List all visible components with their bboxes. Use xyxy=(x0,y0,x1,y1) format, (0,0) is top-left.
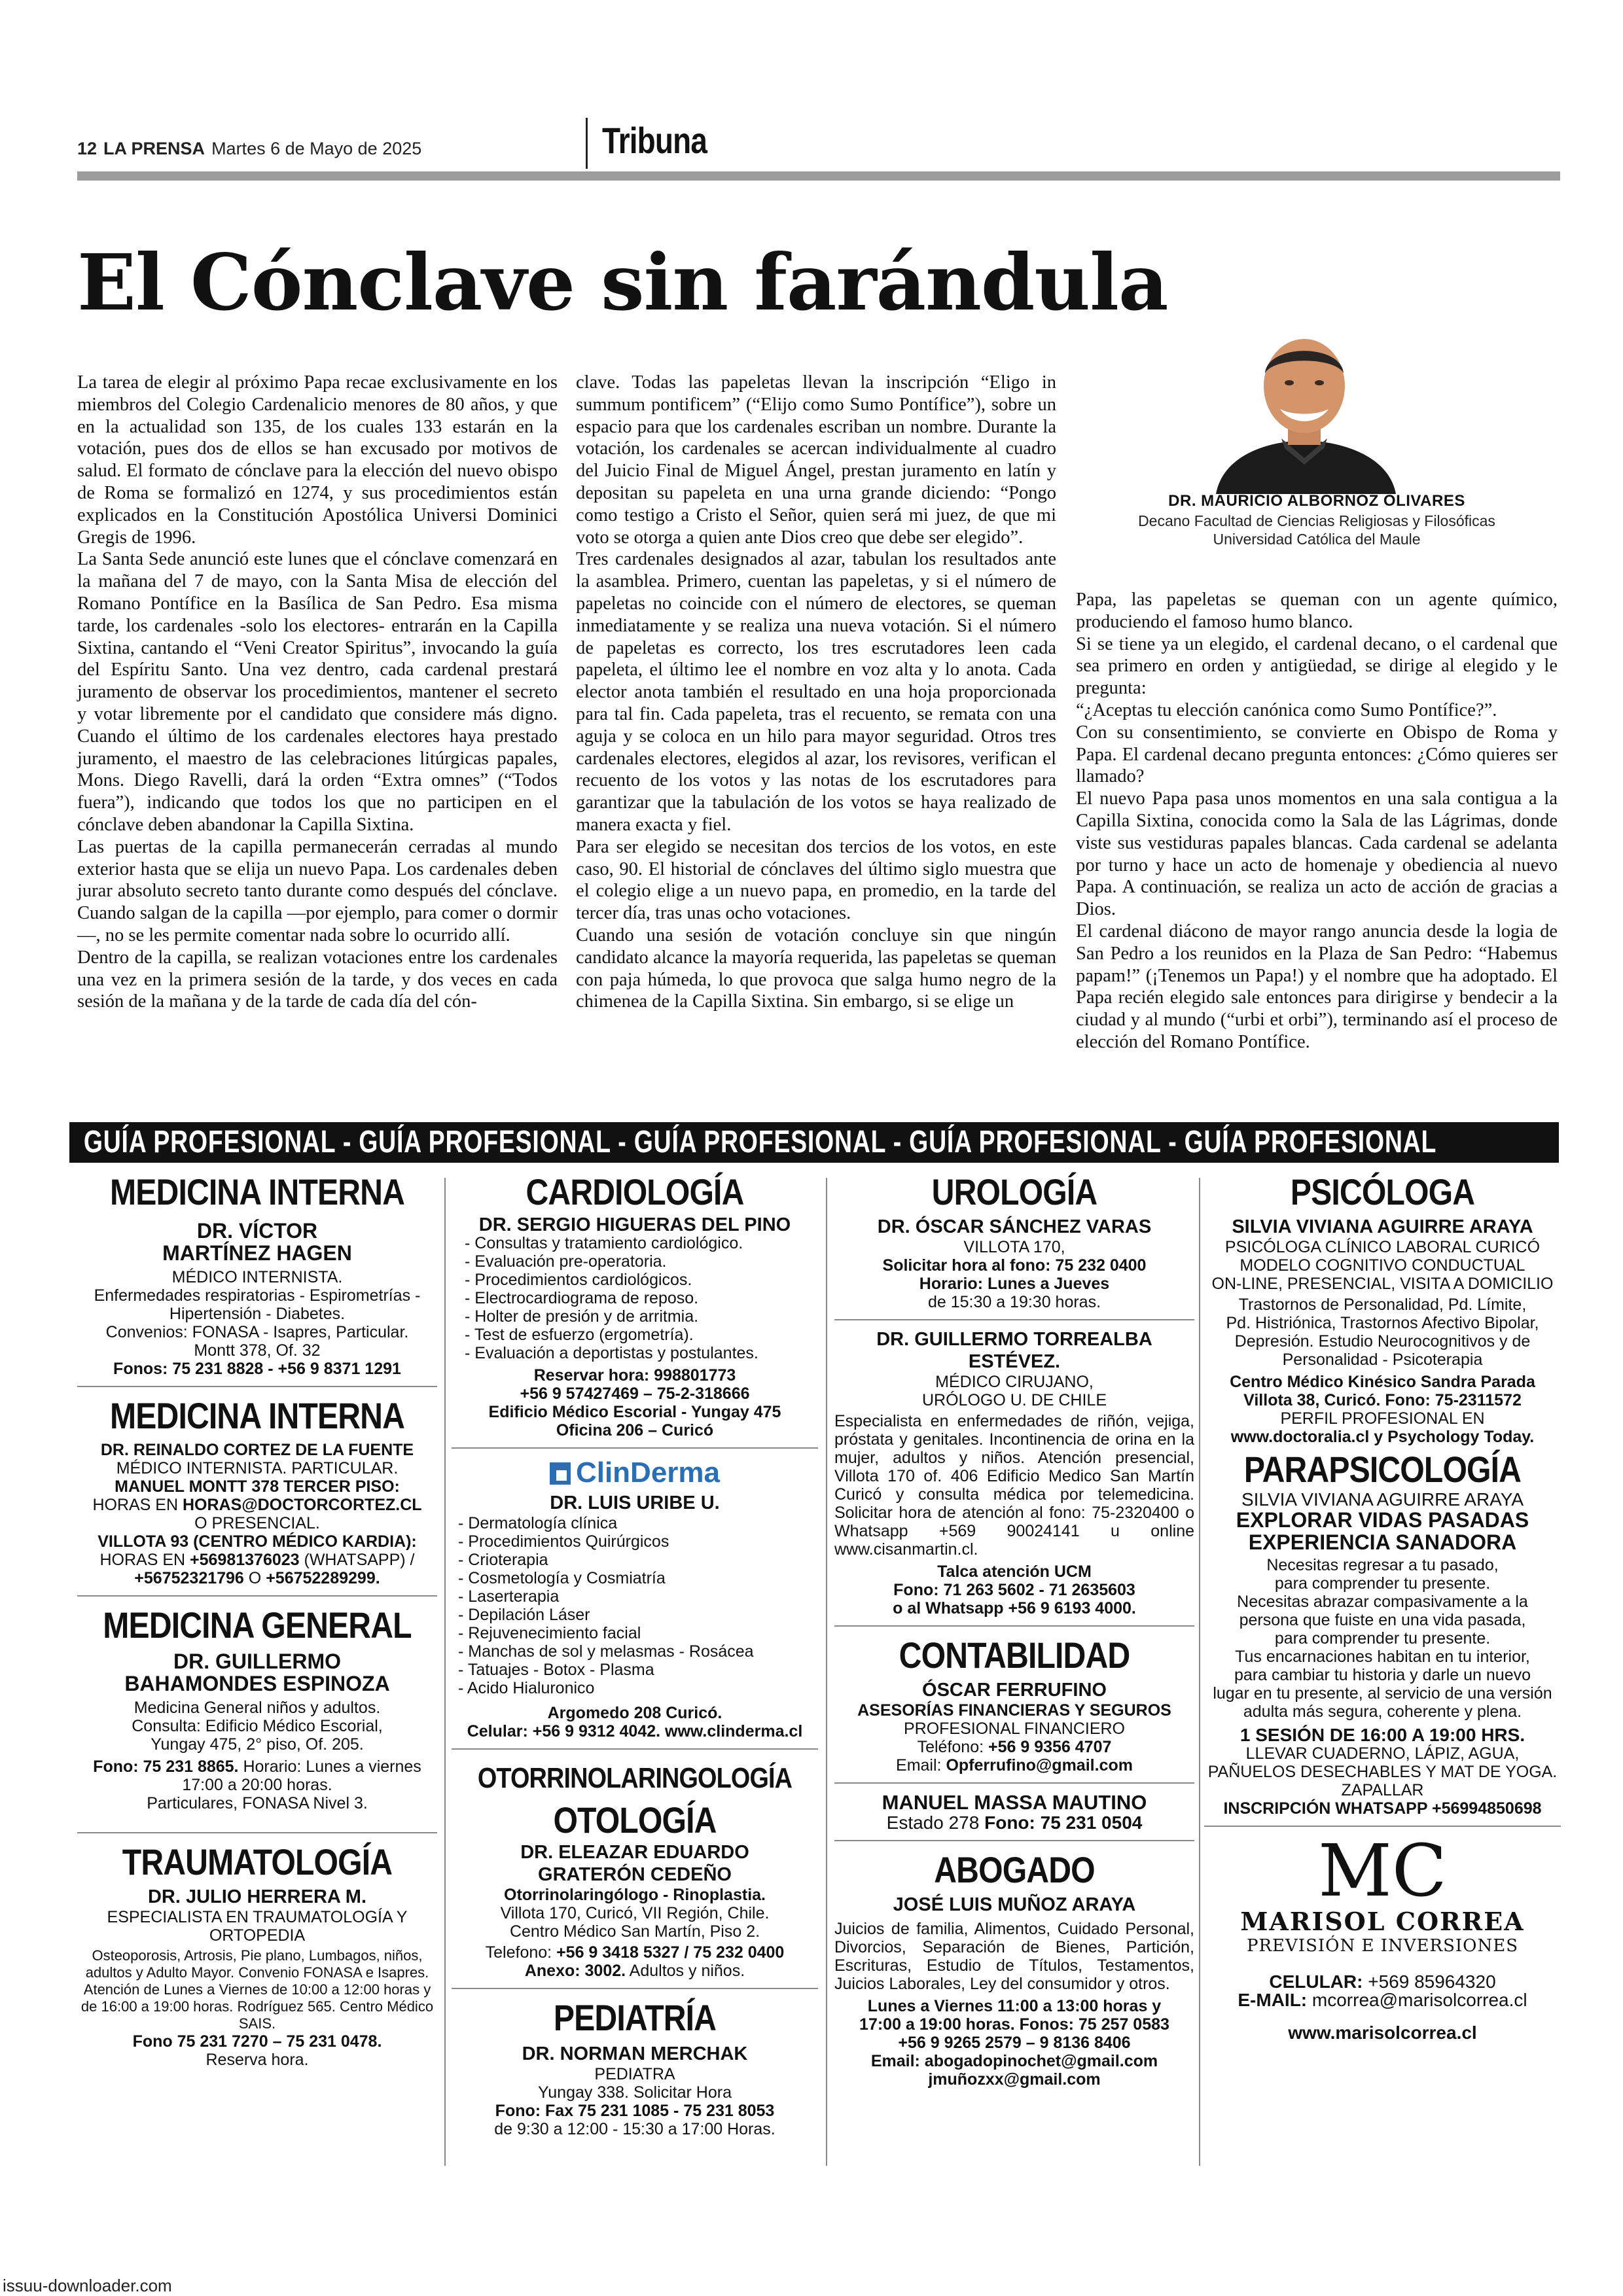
ad-name: MANUEL MASSA MAUTINO xyxy=(882,1791,1147,1814)
ad-cardiologia xyxy=(452,1171,818,1439)
ad-line: Otorrinolaringólogo - Rinoplastia. xyxy=(504,1886,766,1904)
ad-line: Medicina General niños y adultos. xyxy=(134,1699,381,1717)
ad-title: MEDICINA GENERAL xyxy=(103,1604,412,1646)
ad-item: - Procedimientos cardiológicos. xyxy=(465,1271,692,1289)
ad-line: MODELO COGNITIVO CONDUCTUAL xyxy=(1240,1256,1525,1275)
issue-date: Martes 6 de Mayo de 2025 xyxy=(211,139,422,158)
author-role: Decano Facultad de Ciencias Religiosas y Filosóficas xyxy=(1138,512,1495,529)
ad-divider xyxy=(77,1595,437,1597)
ad-line: Reserva hora. xyxy=(205,2051,309,2069)
ad-text: E-MAIL: xyxy=(1238,1990,1312,2010)
guide-column-4 xyxy=(1204,1171,1561,2169)
ad-line: Edificio Médico Escorial - Yungay 475 xyxy=(488,1403,781,1421)
article-column-2 xyxy=(576,372,1056,1013)
ad-line: para comprender tu presente. xyxy=(1274,1574,1491,1593)
ad-item: - Dermatología clínica xyxy=(458,1514,618,1532)
article-paragraph: Para ser elegido se necesitan dos tercios de los votos, en este caso, 90. El historial de cónclaves del último siglo muestra que el colegio elige a un nuevo papa, en promedio, en la tarde del tercer día, tras unas ocho votaciones. xyxy=(576,836,1056,924)
ad-line: Hipertensión - Diabetes. xyxy=(169,1305,346,1323)
ad-line: Pd. Histriónica, Trastornos Afectivo Bipolar, xyxy=(1226,1314,1539,1332)
ad-item: - Test de esfuerzo (ergometría). xyxy=(465,1326,694,1344)
ad-line xyxy=(1204,1973,1561,1991)
mc-brand-subtitle: PREVISIÓN E INVERSIONES xyxy=(1246,1936,1519,1956)
guide-banner xyxy=(69,1122,1559,1163)
ad-line: MÉDICO INTERNISTA. xyxy=(171,1268,343,1286)
article-paragraph: Si se tiene ya un elegido, el cardenal decano, o el cardenal que sea primero en orden y antigüedad, se dirige al elegido y le pregunta: xyxy=(1076,633,1558,699)
ad-email[interactable]: Opferrufino@gmail.com xyxy=(946,1756,1133,1775)
ad-phone: Villota 38, Curicó. Fono: 75-2311572 xyxy=(1243,1391,1522,1409)
column-divider xyxy=(1199,1178,1200,2166)
ad-text: Email: xyxy=(896,1756,946,1775)
ad-title: PARAPSICOLOGÍA xyxy=(1243,1449,1522,1490)
ad-email[interactable]: Email: abogadopinochet@gmail.com xyxy=(870,2052,1158,2070)
ad-phone: INSCRIPCIÓN WHATSAPP +56994850698 xyxy=(1223,1799,1542,1818)
column-divider xyxy=(444,1178,446,2166)
ad-line: adulta más segura, coherente y plena. xyxy=(1243,1703,1522,1721)
ad-name: DR. GUILLERMO xyxy=(173,1650,341,1673)
ad-title: CONTABILIDAD xyxy=(899,1634,1130,1676)
ad-line: Talca atención UCM xyxy=(937,1563,1092,1581)
ad-title: TRAUMATOLOGÍA xyxy=(122,1841,393,1882)
ad-line: Horario: Lunes a Jueves xyxy=(919,1275,1110,1293)
ad-line: lugar en tu presente, al servicio de una versión xyxy=(1213,1684,1552,1703)
author-photo xyxy=(1203,317,1406,494)
ad-title: OTORRINOLARINGOLOGÍA xyxy=(477,1762,793,1794)
ad-link[interactable]: www.doctoralia.cl y Psychology Today. xyxy=(1230,1428,1535,1446)
ad-line: Reservar hora: 998801773 xyxy=(533,1366,736,1385)
ad-line xyxy=(452,1962,818,1980)
ad-line: persona que fuiste en una vida pasada, xyxy=(1239,1611,1526,1629)
ad-email[interactable]: HORAS@DOCTORCORTEZ.CL xyxy=(182,1496,422,1514)
ad-item: - Acido Hialuronico xyxy=(458,1679,595,1697)
article-paragraph: La tarea de elegir al próximo Papa recae exclusivamente en los miembros del Colegio Cardenalicio menores de 80 años, y que en la actualidad son 135, de los cuales 133 estarán en la votación, pues dos de ellos se han excusado por motivos de salud. El formato de cónclave para la elección del nuevo obispo de Roma se formalizó en 1274, y sus procedimientos están explicados en la Constitución Apostólica Universi Dominici Gregis de 1996. xyxy=(77,372,558,548)
article-paragraph: clave. Todas las papeletas llevan la inscripción “Eligo in summum pontificem” (“Elijo como Sumo Pontífice”), sobre un espacio para que los cardenales escriban un nombre. Durante la votación, los cardenales se acercan individualmente al cuadro del Juicio Final de Miguel Ángel, prestan juramento en latín y depositan su papeleta en una urna grande diciendo: “Pongo como testigo a Cristo el Señor, quien será mi juez, de que mi voto se otorga a quien ante Dios creo que debe ser elegido”. xyxy=(576,372,1056,548)
ad-line xyxy=(1204,1991,1561,2009)
article-paragraph: Tres cardenales designados al azar, tabulan los resultados ante la asamblea. Primero, cuentan las papeletas, y si el número de papeletas no coincide con el número de electores, se queman inmediatamente y se realiza una nueva votación. Si el número de papeletas es correcto, los tres escrutadores leen cada papeleta, el último lee el nombre en voz alta y lo anota. Cada elector anota también el resultado en una hoja proporcionada para tal fin. Cada papeleta, tras el recuento, se remata con una aguja y se coloca en un hilo para mayor seguridad. Otros tres cardenales electores, elegidos al azar, los revisores, verifican el recuento de los votos y las notas de los escrutadores para garantizar que la tabulación de los votos se haya realizado de manera exacta y fiel. xyxy=(576,549,1056,835)
ad-line: de 15:30 a 19:30 horas. xyxy=(927,1293,1101,1311)
ad-line: Argomedo 208 Curicó. xyxy=(547,1704,722,1722)
ad-line: PSICÓLOGA CLÍNICO LABORAL CURICÓ xyxy=(1224,1238,1541,1256)
article-paragraph: El cardenal diácono de mayor rango anuncia desde la logia de San Pedro a los reunidos en la Plaza de San Pedro: “Habemus papam!” (¡Tenemos un Papa!) y el nombre que ha adoptado. El Papa recién elegido sale entonces para dirigirse y bendecir a la ciudad y al mundo (“urbi et orbi”), terminando así el proceso de elección del Romano Pontífice. xyxy=(1076,921,1558,1052)
ad-title: MEDICINA INTERNA xyxy=(110,1171,404,1212)
ad-line: PERFIL PROFESIONAL EN xyxy=(1280,1409,1485,1428)
ad-name: GRATERÓN CEDEÑO xyxy=(538,1864,732,1885)
ad-divider xyxy=(834,1782,1194,1784)
guide-column-2 xyxy=(452,1171,818,2169)
ad-item: - Consultas y tratamiento cardiológico. xyxy=(465,1234,743,1252)
author-name: DR. MAURICIO ALBORNOZ OLIVARES xyxy=(1168,492,1465,510)
ad-medicina-interna-1 xyxy=(77,1171,437,1378)
ad-phone: Fono: 75 231 8865. xyxy=(93,1757,239,1776)
ad-text: Horario: Lunes a viernes xyxy=(238,1757,421,1776)
ad-name: MARTÍNEZ HAGEN xyxy=(162,1241,352,1265)
ad-phone: +56 9 57427469 – 75-2-318666 xyxy=(520,1385,750,1403)
ad-name: DR. REINALDO CORTEZ DE LA FUENTE xyxy=(100,1441,414,1459)
mc-brand-name: MARISOL CORREA xyxy=(1240,1907,1525,1936)
article-headline: El Cónclave sin farándula xyxy=(77,237,1168,328)
ad-pediatria xyxy=(452,1997,818,2138)
ad-medicina-general xyxy=(77,1604,437,1812)
ad-psicologa xyxy=(1204,1171,1561,1446)
article-paragraph: Las puertas de la capilla permanecerán cerradas al mundo exterior hasta que se elija un nuevo Papa. Los cardenales deben jurar absoluto secreto tanto durante como después del cónclave. Cuando salgan de la capilla —por ejemplo, para comer o dormir—, no se les permite comentar nada sobre lo ocurrido allí. xyxy=(77,836,558,945)
ad-line: Villota 170, Curicó, VII Región, Chile. xyxy=(500,1904,770,1922)
ad-item: - Electrocardiograma de reposo. xyxy=(465,1289,699,1307)
page-number: 12 xyxy=(77,139,98,158)
ad-phone: +56981376023 xyxy=(190,1551,300,1569)
ad-list xyxy=(452,1234,818,1362)
footer-watermark: issuu-downloader.com xyxy=(3,2276,172,2295)
ad-phone: +56 9 9265 2579 – 9 8136 8406 xyxy=(898,2034,1131,2052)
ad-phone: o al Whatsapp +56 9 6193 4000. xyxy=(893,1599,1136,1617)
ad-line: Oficina 206 – Curicó xyxy=(556,1421,714,1439)
ad-line: Particulares, FONASA Nivel 3. xyxy=(147,1794,368,1812)
ad-contabilidad xyxy=(834,1634,1194,1775)
ad-divider xyxy=(1204,1826,1561,1827)
article-paragraph: Papa, las papeletas se queman con un agente químico, produciendo el famoso humo blanco. xyxy=(1076,590,1558,632)
ad-text: Anexo: 3002. xyxy=(524,1962,626,1980)
ad-line: Centro Médico Kinésico Sandra Parada xyxy=(1230,1373,1535,1391)
paper-name: LA PRENSA xyxy=(103,139,205,158)
article-paragraph: Cuando una sesión de votación concluye sin que ningún candidato alcance la mayoría requerida, las papeletas se queman con paja húmeda, lo que provoca que salga humo negro de la chimenea de la Capilla Sixtina. Sin embargo, si se elige un xyxy=(576,925,1056,1012)
ad-item: - Tatuajes - Botox - Plasma xyxy=(458,1661,654,1679)
ad-text: Teléfono: xyxy=(917,1738,989,1756)
ad-line: ON-LINE, PRESENCIAL, VISITA A DOMICILIO xyxy=(1211,1275,1554,1293)
ad-phone: Fono: 75 231 0504 xyxy=(984,1812,1143,1833)
author-university: Universidad Católica del Maule xyxy=(1213,531,1421,548)
ad-marisol-correa xyxy=(1204,1829,1561,2043)
ad-line: de 9:30 a 12:00 - 15:30 a 17:00 Horas. xyxy=(494,2120,776,2138)
ad-line: 17:00 a 20:00 horas. xyxy=(182,1776,332,1794)
ad-line: ESPECIALISTA EN TRAUMATOLOGÍA Y xyxy=(107,1908,408,1926)
ad-item: - Crioterapia xyxy=(458,1551,548,1569)
ad-phone: +56752321796 xyxy=(134,1569,244,1587)
ad-title: OTOLOGÍA xyxy=(553,1799,717,1841)
ad-line: Centro Médico San Martín, Piso 2. xyxy=(509,1922,760,1941)
ad-title: MEDICINA INTERNA xyxy=(110,1395,404,1436)
mc-monogram-logo: MC xyxy=(1318,1829,1447,1913)
ad-body: Juicios de familia, Alimentos, Cuidado Personal, Divorcios, Separación de Bienes, Partición, Escrituras, Estudio de Títulos, Testamentos, Juicios Laborales, Ley del consumidor y otros. xyxy=(834,1920,1194,1993)
article-paragraph: El nuevo Papa pasa unos momentos en una sala contigua a la Capilla Sixtina, conocida como la Sala de las Lágrimas, donde viste sus vestiduras papales blancas. Cada cardenal se adelanta por turno y hace un acto de homenaje y obediencia al nuevo Papa. A continuación, se realiza un acto de acción de gracias a Dios. xyxy=(1076,788,1558,920)
ad-line: Atención de Lunes a Viernes de 10:00 a 12:00 horas y de 16:00 a 19:00 horas. Rodríguez 565. Centro Médico SAIS. xyxy=(80,1981,434,2032)
ad-name: DR. VÍCTOR xyxy=(196,1219,318,1243)
ad-phone: 17:00 a 19:00 horas. Fonos: 75 257 0583 xyxy=(859,2015,1169,2034)
page-header xyxy=(77,139,421,159)
author-affiliation xyxy=(1076,512,1558,548)
ad-item: - Manchas de sol y melasmas - Rosácea xyxy=(458,1642,754,1661)
ad-subtitle: EXPERIENCIA SANADORA xyxy=(1248,1530,1517,1554)
ad-urologo-torrealba xyxy=(834,1328,1194,1617)
ad-divider xyxy=(452,1447,818,1449)
ad-massa xyxy=(834,1792,1194,1832)
ad-line: Lunes a Viernes 11:00 a 13:00 horas y xyxy=(867,1997,1162,2015)
ad-phone: Fono 75 231 7270 – 75 231 0478. xyxy=(132,2032,382,2051)
header-divider xyxy=(586,118,588,169)
ad-line: Necesitas abrazar compasivamente a la xyxy=(1237,1593,1528,1611)
column-divider xyxy=(826,1178,827,2166)
guide-column-1 xyxy=(77,1171,437,2169)
ad-phone: +56 9 9356 4707 xyxy=(988,1738,1112,1756)
ad-email[interactable]: mcorrea@marisolcorrea.cl xyxy=(1311,1990,1527,2010)
ad-text: Estado 278 xyxy=(886,1812,985,1833)
ad-line xyxy=(834,1738,1194,1756)
article-column-1 xyxy=(77,372,558,1013)
ad-parapsicologia xyxy=(1204,1449,1561,1818)
ad-divider xyxy=(834,1625,1194,1627)
ad-line: PAÑUELOS DESECHABLES Y MAT DE YOGA. xyxy=(1207,1763,1558,1781)
ad-phone: Solicitar hora al fono: 75 232 0400 xyxy=(882,1256,1147,1275)
ad-urologia xyxy=(834,1171,1194,1311)
ad-phone: +569 85964320 xyxy=(1368,1971,1496,1992)
ad-line: para comprender tu presente. xyxy=(1274,1629,1491,1648)
ad-line: O PRESENCIAL. xyxy=(194,1514,320,1532)
guide-banner-text: GUÍA PROFESIONAL - GUÍA PROFESIONAL - GUÍA PROFESIONAL - GUÍA PROFESIONAL - GUÍA PROFESIONAL xyxy=(83,1125,1437,1159)
ad-item: - Cosmetología y Cosmiatría xyxy=(458,1569,666,1587)
ad-title: UROLOGÍA xyxy=(931,1171,1097,1212)
ad-link[interactable]: www.marisolcorrea.cl xyxy=(1288,2022,1477,2043)
clinderma-logo xyxy=(452,1457,818,1489)
ad-line: ASESORÍAS FINANCIERAS Y SEGUROS xyxy=(857,1701,1171,1720)
ad-line: Yungay 475, 2° piso, Of. 205. xyxy=(151,1735,364,1754)
ad-name: DR. JULIO HERRERA M. xyxy=(147,1886,367,1907)
section-title: Tribuna xyxy=(602,120,707,161)
ad-phone: +56 9 3418 5327 / 75 232 0400 xyxy=(556,1943,785,1962)
ad-medicina-interna-2 xyxy=(77,1395,437,1587)
guide-column-3 xyxy=(834,1171,1194,2169)
ad-title: PSICÓLOGA xyxy=(1290,1171,1475,1212)
ad-line: ORTOPEDIA xyxy=(209,1926,306,1945)
ad-name: BAHAMONDES ESPINOZA xyxy=(124,1672,390,1695)
ad-text: HORAS EN xyxy=(99,1551,190,1569)
ad-text: Adultos y niños. xyxy=(626,1962,745,1980)
ad-name: DR. SERGIO HIGUERAS DEL PINO xyxy=(478,1214,791,1235)
ad-text: O xyxy=(243,1569,266,1587)
ad-abogado xyxy=(834,1849,1194,2089)
ad-line xyxy=(452,1943,818,1962)
ad-name: ÓSCAR FERRUFINO xyxy=(922,1680,1107,1701)
ad-line: MÉDICO CIRUJANO, xyxy=(935,1373,1094,1391)
ad-line xyxy=(834,1756,1194,1775)
ad-list xyxy=(452,1514,818,1697)
ad-line xyxy=(77,1551,437,1569)
article-paragraph: Dentro de la capilla, se realizan votaciones entre los cardenales una vez en la primera sesión de la tarde, y dos veces en cada sesión de la mañana y de la tarde de cada día del cón- xyxy=(77,947,558,1012)
ad-item: - Evaluación pre-operatoria. xyxy=(465,1252,667,1271)
article-column-3 xyxy=(1076,589,1558,1053)
ad-title: CARDIOLOGÍA xyxy=(526,1171,744,1212)
article-paragraph: Con su consentimiento, se convierte en Obispo de Roma y Papa. El cardenal decano pregunta entonces: ¿Cómo quieres ser llamado? xyxy=(1076,722,1558,787)
ad-divider xyxy=(834,1840,1194,1841)
ad-line: Consulta: Edificio Médico Escorial, xyxy=(132,1717,383,1735)
ad-name: DR. GUILLERMO TORREALBA xyxy=(876,1329,1152,1350)
article-paragraph: La Santa Sede anunció este lunes que el cónclave comenzará en la mañana del 7 de mayo, con la Santa Misa de elección del Romano Pontífice en la Basílica de San Pedro. Esa misma tarde, los cardenales -solo los electores- entrarán en la Capilla Sixtina, cantando el “Veni Creator Spiritus”, invocando la guía del Espíritu Santo. Una vez dentro, cada cardenal prestará juramento de observar los procedimientos, mantener el secreto y votar libremente por el candidato que considere más digno. Cuando el último de los cardenales electores haya prestado juramento, el maestro de las celebraciones litúrgicas papales, Mons. Diego Ravelli, dará la orden “Extra omnes” (“Todos fuera”), indicando que todos los que no participen en el cónclave deben abandonar la Capilla Sixtina. xyxy=(77,549,558,835)
ad-text: HORAS EN xyxy=(92,1496,183,1514)
ad-line xyxy=(77,1757,437,1776)
ad-name: DR. LUIS URIBE U. xyxy=(550,1492,720,1513)
ad-name: JOSÉ LUIS MUÑOZ ARAYA xyxy=(893,1894,1136,1915)
ad-divider xyxy=(77,1832,437,1833)
ad-line: Depresión. Estudio Neurocognitivos y de xyxy=(1234,1332,1531,1351)
ad-line xyxy=(77,1569,437,1587)
ad-line: Trastornos de Personalidad, Pd. Límite, xyxy=(1238,1296,1527,1314)
ad-clinderma xyxy=(452,1457,818,1740)
ad-divider xyxy=(834,1319,1194,1320)
ad-line xyxy=(77,1496,437,1514)
ad-name: DR. NORMAN MERCHAK xyxy=(522,2043,748,2064)
ad-text: CELULAR: xyxy=(1269,1971,1368,1992)
clinderma-logo-text: ClinDerma xyxy=(575,1457,721,1489)
ad-name: DR. ELEAZAR EDUARDO xyxy=(520,1842,749,1863)
ad-line: URÓLOGO U. DE CHILE xyxy=(922,1391,1107,1409)
ad-line: Necesitas regresar a tu pasado, xyxy=(1266,1556,1499,1574)
ad-line: ZAPALLAR xyxy=(1341,1781,1424,1799)
ad-line: VILLOTA 170, xyxy=(963,1238,1065,1256)
ad-traumatologia xyxy=(77,1841,437,2069)
ad-line: Montt 378, Of. 32 xyxy=(194,1341,321,1360)
ad-line xyxy=(834,1814,1194,1832)
ad-line: Yungay 338. Solicitar Hora xyxy=(537,2083,732,2102)
ad-otorrino xyxy=(452,1757,818,1980)
ad-text: (WHATSAPP) / xyxy=(299,1551,415,1569)
ad-line: LLEVAR CUADERNO, LÁPIZ, AGUA, xyxy=(1245,1744,1520,1763)
ad-phone: Fonos: 75 231 8828 - +56 9 8371 1291 xyxy=(113,1360,401,1378)
ad-divider xyxy=(452,1988,818,1989)
ad-subtitle: EXPLORAR VIDAS PASADAS xyxy=(1236,1508,1529,1532)
ad-name: DR. ÓSCAR SÁNCHEZ VARAS xyxy=(877,1216,1152,1237)
ad-item: - Holter de presión y de arritmia. xyxy=(465,1307,699,1326)
ad-item: - Depilación Láser xyxy=(458,1606,590,1624)
ad-email[interactable]: jmuñozxx@gmail.com xyxy=(928,2070,1101,2089)
ad-phone: Celular: +56 9 9312 4042. www.clinderma.cl xyxy=(467,1722,803,1740)
ad-title: PEDIATRÍA xyxy=(553,1997,717,2038)
ad-body: Especialista en enfermedades de riñón, vejiga, próstata y genitales. Incontinencia de orina en la mujer, adultos y niños. Atención presencial, Villota 170 of. 406 Edificio Medico San Martín Curicó y consulta médica por telemedicina. Solicitar hora de atención al fono: 75-2320400 o Whatsapp +569 90024141 u online www.cisanmartin.cl. xyxy=(834,1412,1194,1559)
ad-line: PROFESIONAL FINANCIERO xyxy=(903,1720,1125,1738)
article-paragraph: “¿Aceptas tu elección canónica como Sumo Pontífice?”. xyxy=(1076,699,1497,720)
ad-phone: Fono: Fax 75 231 1085 - 75 231 8053 xyxy=(495,2102,775,2120)
ad-line: para cambiar tu historia y darle un nuevo xyxy=(1234,1666,1531,1684)
ad-line: Tus encarnaciones habitan en tu interior, xyxy=(1235,1648,1530,1666)
ad-divider xyxy=(77,1386,437,1387)
ad-item: - Evaluación a deportistas y postulantes. xyxy=(465,1344,758,1362)
ad-phone: +56752289299. xyxy=(266,1569,380,1587)
header-rule xyxy=(77,171,1560,181)
clinderma-logo-icon xyxy=(550,1462,571,1485)
ad-name: SILVIA VIVIANA AGUIRRE ARAYA xyxy=(1232,1216,1533,1237)
ad-item: - Laserterapia xyxy=(458,1587,560,1606)
ad-line: VILLOTA 93 (CENTRO MÉDICO KARDIA): xyxy=(98,1532,417,1551)
ad-item: - Procedimientos Quirúrgicos xyxy=(458,1532,669,1551)
ad-divider xyxy=(452,1748,818,1750)
ad-item: - Rejuvenecimiento facial xyxy=(458,1624,641,1642)
ad-line: PEDIATRA xyxy=(594,2065,675,2083)
ad-line: MÉDICO INTERNISTA. PARTICULAR. xyxy=(116,1459,399,1477)
ad-line: MANUEL MONTT 378 TERCER PISO: xyxy=(115,1477,400,1496)
ad-name: ESTÉVEZ. xyxy=(968,1351,1061,1372)
ad-line: Enfermedades respiratorias - Espirometrías - xyxy=(94,1286,421,1305)
ad-line: Osteoporosis, Artrosis, Pie plano, Lumbagos, niños, adultos y Adulto Mayor. Convenio FONASA e Isapres. xyxy=(85,1947,429,1981)
ad-line: Personalidad - Psicoterapia xyxy=(1282,1351,1483,1369)
ad-phone: Fono: 71 263 5602 - 71 2635603 xyxy=(893,1581,1135,1599)
ad-line: 1 SESIÓN DE 16:00 A 19:00 HRS. xyxy=(1240,1725,1525,1745)
ad-title: ABOGADO xyxy=(934,1849,1095,1890)
ad-name: SILVIA VIVIANA AGUIRRE ARAYA xyxy=(1241,1489,1524,1510)
ad-line: Convenios: FONASA - Isapres, Particular. xyxy=(105,1323,409,1341)
ad-text: Telefono: xyxy=(485,1943,557,1962)
